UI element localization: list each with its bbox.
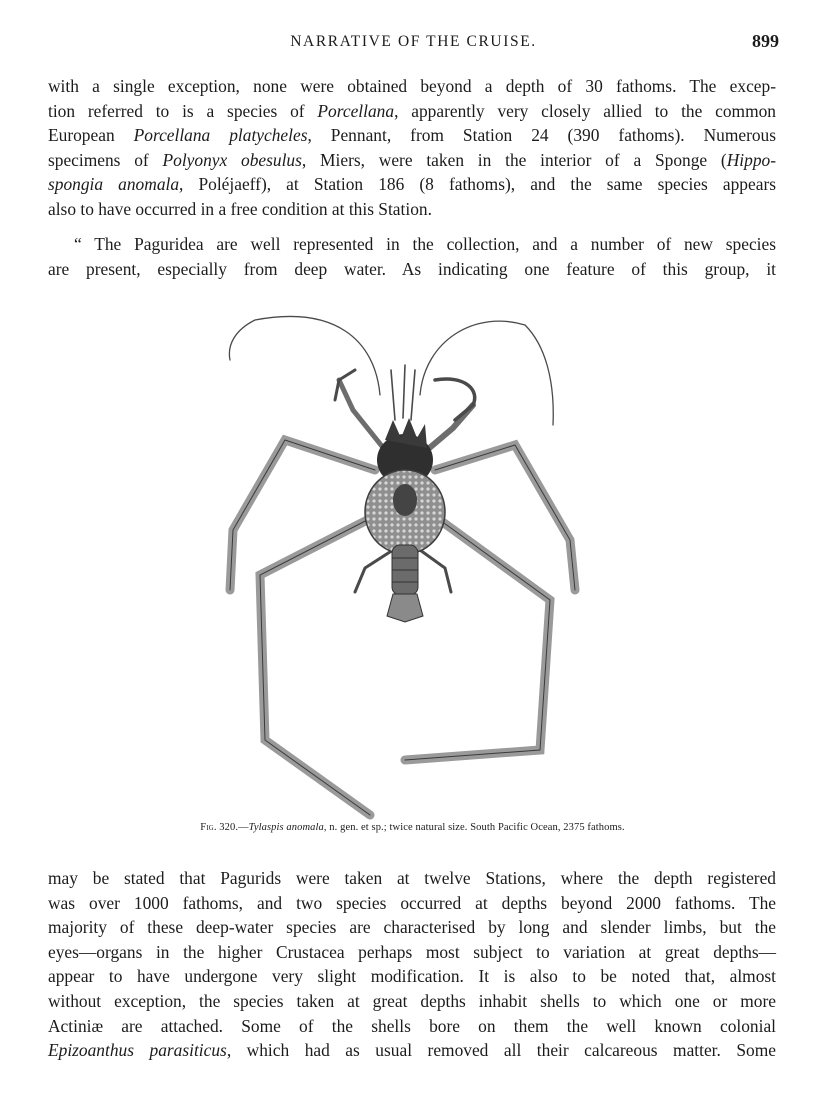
text-line: spongia anomala, Poléjaeff), at Station 186 (8 fathoms), and the same species appears [48,174,776,195]
text-line: “ The Paguridea are well represented in the collection, and a number of new species [74,234,776,254]
paragraph-bottom [48,866,776,1063]
text-line: majority of these deep-water species are characterised by long and slender limbs, but the [48,917,776,938]
text-line: with a single exception, none were obtained beyond a depth of 30 fathoms. The excep- [48,76,776,96]
text-line: was over 1000 fathoms, and two species occurred at depths beyond 2000 fathoms. The [48,892,776,913]
text-line: also to have occurred in a free condition at this Station. [48,198,432,219]
text-line: appear to have undergone very slight modification. It is also to be noted that, almost [48,966,776,987]
text-line: Epizoanthus parasiticus, which had as usual removed all their calcareous matter. Some [48,1040,776,1061]
species-name: Porcellana platycheles [133,125,308,146]
caption-text: , n. gen. et sp.; twice natural size. South Pacific Ocean, 2375 fathoms. [323,822,625,833]
figure-illustration [215,300,595,820]
text-line: without exception, the species taken at great depths inhabit shells to which one or more [48,990,776,1011]
paragraph-top [48,74,776,222]
page-number: 899 [752,31,779,51]
species-name: Porcellana [317,100,395,121]
text-line: specimens of Polyonyx obesulus, Miers, were taken in the interior of a Sponge (Hippo- [48,149,777,170]
text-line: eyes—organs in the higher Crustacea perhaps most subject to variation at great depths— [48,941,776,962]
species-name: Polyonyx obesulus [162,149,302,170]
text-line: may be stated that Pagurids were taken at twelve Stations, where the depth registered [48,868,776,888]
text-line: European Porcellana platycheles, Pennant, from Station 24 (390 fathoms). Numerous [48,125,777,146]
species-name: Hippo- [726,149,777,170]
text-line: tion referred to is a species of Porcellana, apparently very closely allied to the common [48,100,777,121]
caption-species: Tylaspis anomala [248,822,324,833]
running-head [48,33,779,57]
figure-caption [0,822,825,833]
caption-label: Fig. 320.— [200,822,249,833]
paragraph-quote [48,232,776,281]
species-name: spongia anomala [48,174,180,195]
species-name: Epizoanthus parasiticus [48,1040,227,1061]
running-title: NARRATIVE OF THE CRUISE. [290,33,537,50]
text-line: are present, especially from deep water. As indicating one feature of this group, it [48,258,776,279]
text-line: Actiniæ are attached. Some of the shells bore on them the well known colonial [48,1015,776,1036]
